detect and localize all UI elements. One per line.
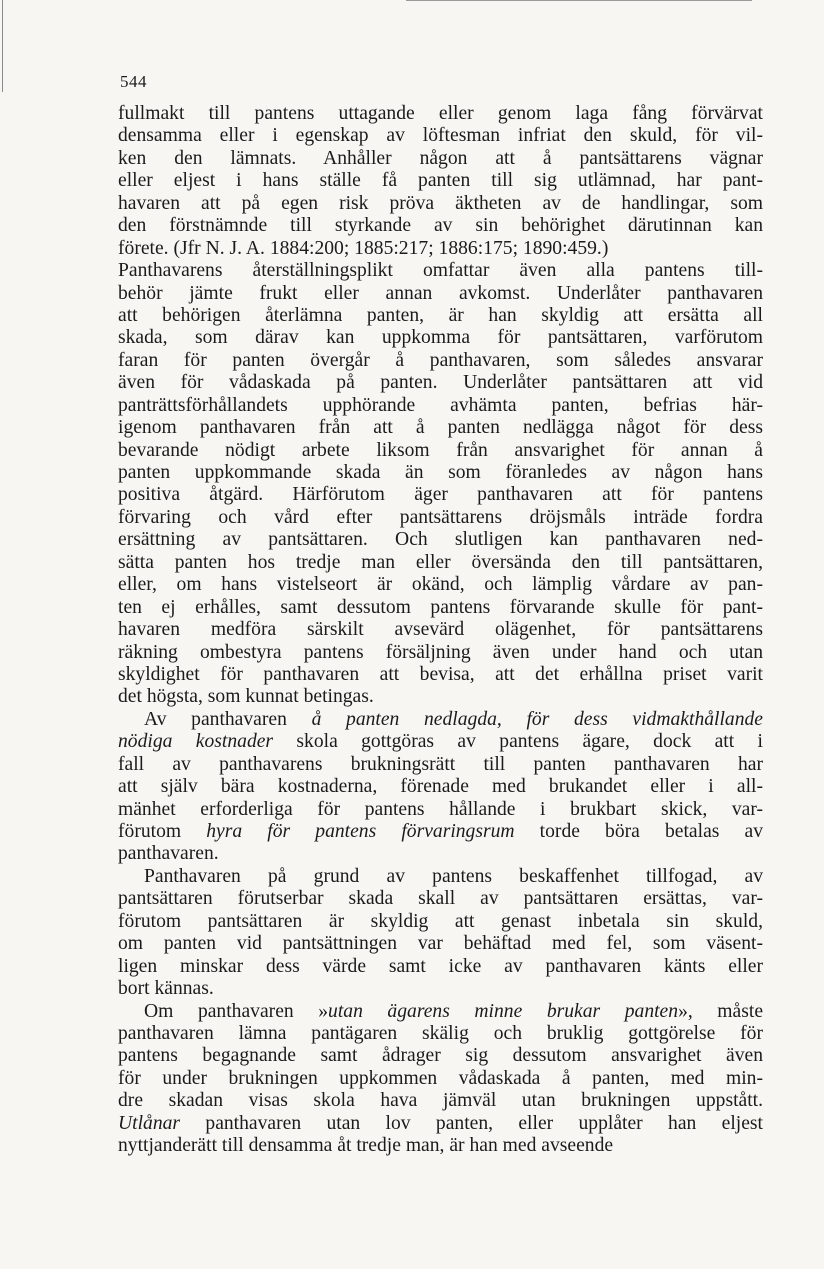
text-segment: eller eljest i hans ställe få panten till sig utlämnad, har pant- — [118, 170, 763, 192]
text-line — [118, 440, 763, 462]
text-segment: Av panthavaren — [144, 708, 312, 730]
text-segment: även för vådaskada på panten. Underlåter pantsättaren att vid — [118, 372, 763, 394]
text-line — [118, 1045, 763, 1067]
text-segment: det högsta, som kunnat betingas. — [118, 686, 374, 708]
text-line — [118, 484, 763, 506]
text-line — [118, 283, 763, 305]
text-line — [118, 103, 763, 125]
text-line — [118, 462, 763, 484]
paragraph — [118, 260, 763, 709]
italic-text: å panten nedlagda, för dess vidmakthållande — [311, 708, 764, 730]
text-line — [118, 978, 763, 1000]
text-segment: mänhet erforderliga för pantens hållande i brukbart skick, var- — [118, 798, 763, 820]
text-line — [118, 1135, 763, 1157]
text-segment: skada, som därav kan uppkomma för pantsättaren, varförutom — [118, 327, 763, 349]
text-line — [118, 843, 763, 865]
text-segment: ken den lämnats. Anhåller någon att å pantsättarens vägnar — [118, 147, 763, 169]
text-line — [118, 686, 763, 708]
text-segment: dre skadan visas skola hava jämväl utan brukningen uppstått. — [118, 1090, 763, 1112]
text-line — [118, 821, 763, 843]
text-line — [118, 215, 763, 237]
text-line — [118, 507, 763, 529]
text-segment: Panthavarens återställningsplikt omfattar även alla pantens till- — [118, 260, 763, 282]
paragraph — [118, 103, 763, 260]
text-line — [118, 305, 763, 327]
text-segment: », måste — [678, 1000, 764, 1022]
text-line — [118, 350, 763, 372]
text-segment: räkning ombestyra pantens försäljning även under hand och utan — [118, 641, 763, 663]
text-line — [118, 193, 763, 215]
text-segment: panthavaren utan lov panten, eller upplåter han eljest — [180, 1112, 763, 1134]
text-segment: panträttsförhållandets upphörande avhämta panten, befrias här- — [118, 394, 763, 416]
text-segment: ersättning av pantsättaren. Och slutligen kan panthavaren ned- — [118, 529, 763, 551]
text-segment: förvaring och vård efter pantsättarens dröjsmåls inträde fordra — [118, 506, 763, 528]
text-line — [118, 776, 763, 798]
text-line — [118, 888, 763, 910]
text-segment: ligen minskar dess värde samt icke av panthavaren känts eller — [118, 955, 763, 977]
paragraph — [118, 1001, 763, 1158]
text-segment: torde böra betalas av — [514, 821, 763, 842]
text-segment: nyttjanderätt till densamma åt tredje man, är han med avseende — [118, 1135, 614, 1157]
text-segment: förutom — [118, 821, 207, 842]
text-segment: positiva åtgärd. Härförutom äger panthavaren att för pantens — [118, 484, 763, 506]
text-line — [118, 933, 763, 955]
text-segment: skola gottgöras av pantens ägare, dock att i — [273, 731, 763, 753]
text-line — [118, 597, 763, 619]
text-line — [118, 1001, 763, 1023]
text-segment: eller, om hans vistelseort är okänd, och lämplig vårdare av pan- — [118, 574, 763, 596]
text-segment: förete. (Jfr N. J. A. 1884:200; 1885:217; 1886:175; 1890:459.) — [118, 237, 609, 259]
text-line — [118, 731, 763, 753]
text-segment: havaren att på egen risk pröva äktheten av de handlingar, som — [118, 192, 763, 214]
italic-text: Utlånar — [118, 1112, 181, 1134]
body-text — [118, 103, 763, 1158]
text-segment: densamma eller i egenskap av löftesman infriat den skuld, för vil- — [118, 125, 763, 147]
text-line — [118, 911, 763, 933]
text-segment: faran för panten övergår å panthavaren, som således ansvarar — [118, 349, 763, 371]
text-line — [118, 372, 763, 394]
text-line — [118, 552, 763, 574]
text-segment: Om panthavaren » — [144, 1000, 329, 1022]
text-segment: bort kännas. — [118, 978, 214, 1000]
italic-text: utan ägarens minne brukar panten — [328, 1000, 679, 1022]
text-segment: skyldighet för panthavaren att bevisa, att det erhållna priset varit — [118, 663, 763, 685]
paragraph — [118, 866, 763, 1001]
text-line — [118, 1113, 763, 1135]
text-segment: sätta panten hos tredje man eller översända den till pantsättaren, — [118, 551, 763, 573]
text-segment: Panthavaren på grund av pantens beskaffenhet tillfogad, av — [144, 865, 763, 887]
text-line — [118, 238, 763, 260]
text-line — [118, 1090, 763, 1112]
top-rule — [406, 0, 752, 1]
text-segment: att själv bära kostnaderna, förenade med brukandet eller i all- — [118, 776, 763, 798]
text-segment: bevarande nödigt arbete liksom från ansvarighet för annan å — [118, 439, 763, 461]
text-line — [118, 1068, 763, 1090]
text-line — [118, 148, 763, 170]
text-line — [118, 574, 763, 596]
left-margin-rule — [2, 0, 3, 92]
text-line — [118, 866, 763, 888]
text-line — [118, 642, 763, 664]
text-line — [118, 799, 763, 821]
text-segment: fullmakt till pantens uttagande eller genom laga fång förvärvat — [118, 103, 763, 124]
text-line — [118, 395, 763, 417]
italic-text: hyra för pantens förvaringsrum — [206, 821, 515, 842]
text-line — [118, 1023, 763, 1045]
text-line — [118, 619, 763, 641]
text-segment: fall av panthavarens brukningsrätt till panten panthavaren har — [118, 753, 763, 775]
italic-text: nödiga kostnader — [118, 731, 274, 753]
text-line — [118, 956, 763, 978]
paragraph — [118, 709, 763, 866]
text-segment: panthavaren. — [118, 843, 219, 865]
text-segment: ten ej erhålles, samt dessutom pantens förvarande skulle för pant- — [118, 596, 763, 618]
text-segment: havaren medföra särskilt avsevärd olägenhet, för pantsättarens — [118, 619, 763, 641]
text-line — [118, 529, 763, 551]
text-segment: den förstnämnde till styrkande av sin behörighet därutinnan kan — [118, 215, 763, 237]
text-line — [118, 754, 763, 776]
text-line — [118, 260, 763, 282]
text-segment: igenom panthavaren från att å panten nedlägga något för dess — [118, 417, 763, 439]
text-line — [118, 417, 763, 439]
text-segment: förutom pantsättaren är skyldig att genast inbetala sin skuld, — [118, 910, 763, 932]
text-line — [118, 327, 763, 349]
text-segment: panthavaren lämna pantägaren skälig och bruklig gottgörelse för — [118, 1022, 763, 1044]
text-segment: behör jämte frukt eller annan avkomst. Underlåter panthavaren — [118, 282, 763, 304]
text-line — [118, 170, 763, 192]
text-segment: pantens begagnande samt ådrager sig dessutom ansvarighet även — [118, 1045, 763, 1067]
text-segment: panten uppkommande skada än som föranledes av någon hans — [118, 462, 763, 483]
text-line — [118, 125, 763, 147]
page-number: 544 — [120, 72, 147, 91]
text-segment: om panten vid pantsättningen var behäftad med fel, som väsent- — [118, 933, 763, 955]
text-segment: för under brukningen uppkommen vådaskada å panten, med min- — [118, 1067, 763, 1089]
text-segment: pantsättaren förutserbar skada skall av pantsättaren ersättas, var- — [118, 888, 763, 910]
text-line — [118, 664, 763, 686]
text-segment: att behörigen återlämna panten, är han skyldig att ersätta all — [118, 304, 763, 326]
text-line — [118, 709, 763, 731]
